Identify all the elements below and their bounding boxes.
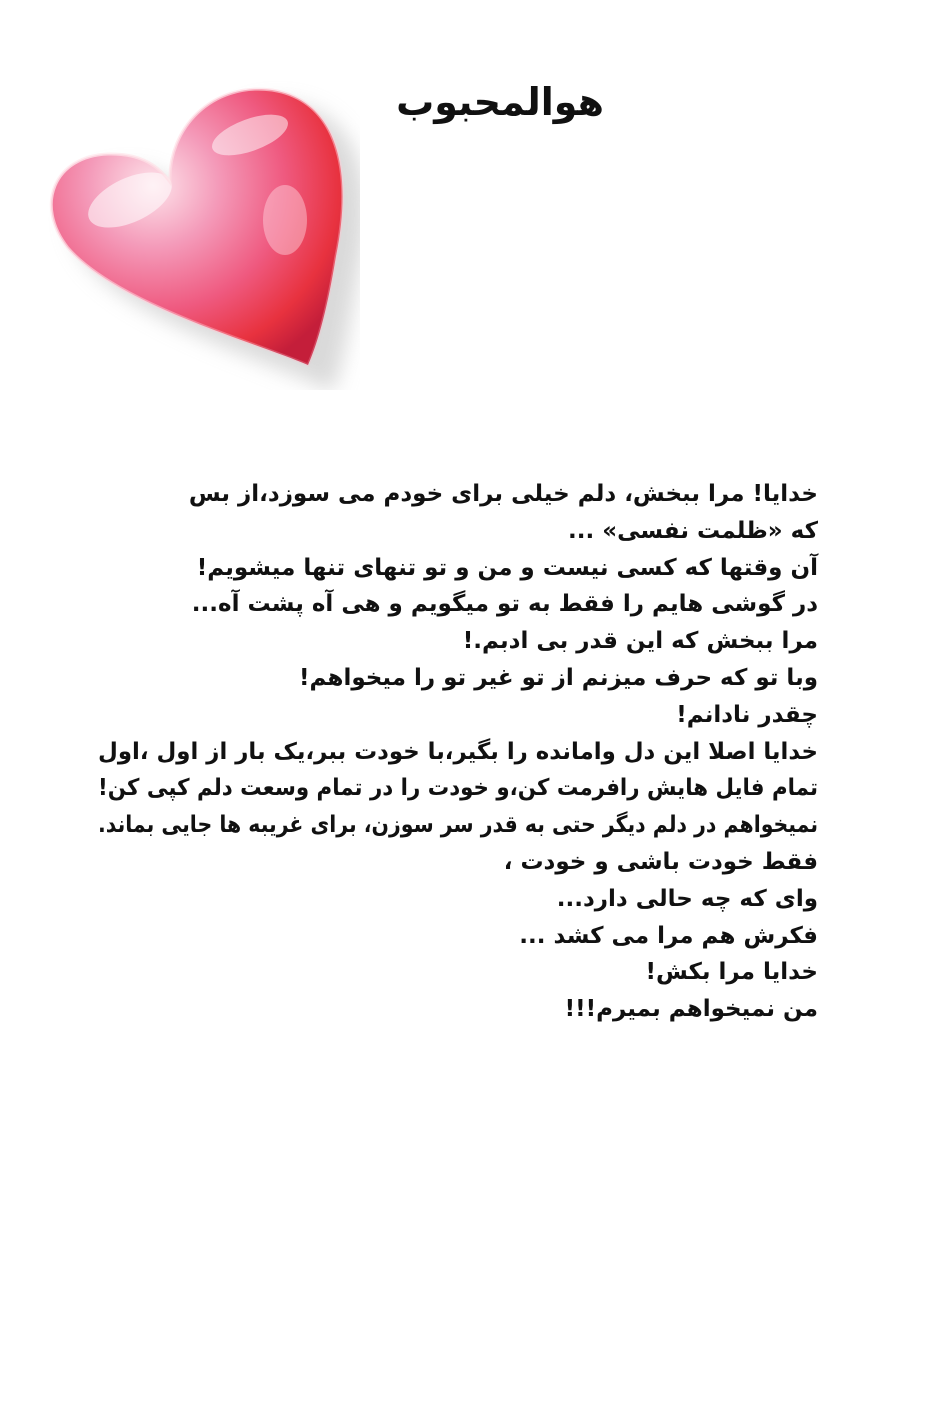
- poem-line: آن وقتها که کسی نیست و من و تو تنهای تنها میشویم!: [196, 554, 818, 581]
- heart-icon: [40, 60, 360, 390]
- page-title: هوالمحبوب: [396, 80, 604, 124]
- poem-line: تمام فایل هایش رافرمت کن،و خودت را در تمام وسعت دلم کپی کن!: [98, 775, 819, 802]
- poem-text: [98, 476, 818, 1028]
- poem-line: خدایا اصلا این دل وامانده را بگیر،با خودت ببر،یک بار از اول ،اول: [98, 738, 819, 765]
- poem-line: وبا تو که حرف میزنم از تو غیر تو را میخواهم!: [299, 664, 818, 691]
- poem-line: در گوشی هایم را فقط به تو میگویم و هی آه پشت آه...: [191, 591, 818, 618]
- poem-line: وای که چه حالی دارد...: [556, 885, 818, 912]
- poem-line: مرا ببخش که این قدر بی ادبم.!: [462, 628, 818, 655]
- poem-line: نمیخواهم در دلم دیگر حتی به قدر سر سوزن، برای غریبه ها جایی بماند.: [97, 812, 819, 839]
- poem-line: که «ظلمت نفسی» ...: [568, 517, 818, 544]
- poem-line: خدایا! مرا ببخش، دلم خیلی برای خودم می سوزد،از بس: [188, 481, 818, 507]
- poem-line: فکرش هم مرا می کشد ...: [519, 922, 818, 949]
- poem-line: چقدر نادانم!: [676, 701, 818, 728]
- poem-line: فقط خودت باشی و خودت ،: [503, 848, 818, 875]
- heart-image: [40, 60, 360, 390]
- poem-line: من نمیخواهم بمیرم!!!: [564, 996, 818, 1023]
- poem-line: خدایا مرا بکش!: [645, 959, 818, 986]
